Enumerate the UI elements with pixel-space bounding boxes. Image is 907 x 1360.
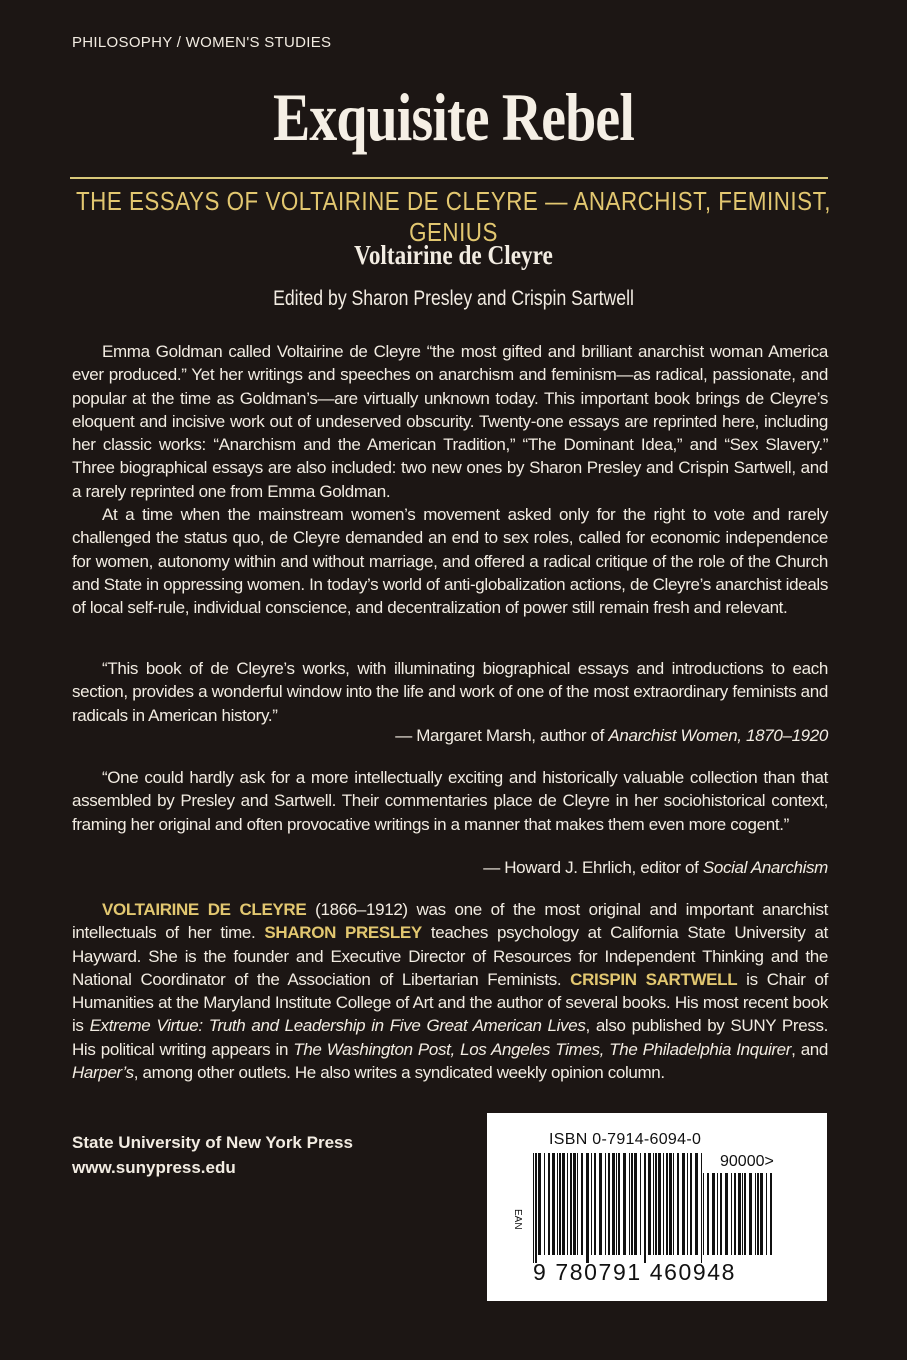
barcode-digits: 9 780791 460948 xyxy=(533,1259,737,1285)
barcode-bar xyxy=(742,1173,743,1255)
barcode-bar xyxy=(766,1173,767,1255)
barcode-bar xyxy=(591,1153,592,1255)
barcode-bar xyxy=(701,1153,702,1263)
barcode-bar xyxy=(559,1153,561,1255)
barcode-bar xyxy=(690,1153,692,1255)
barcode-bar xyxy=(677,1153,679,1255)
barcode-bar xyxy=(707,1173,709,1255)
barcode-bar xyxy=(755,1173,756,1255)
barcode-bar xyxy=(533,1153,534,1263)
barcode-bar xyxy=(695,1153,698,1255)
addon-barcode xyxy=(703,1173,775,1263)
barcode-bar xyxy=(687,1153,688,1255)
barcode-bar xyxy=(634,1153,637,1255)
ean-label: EAN xyxy=(512,1209,523,1230)
barcode-bar xyxy=(669,1153,672,1255)
book-subtitle: THE ESSAYS OF VOLTAIRINE DE CLEYRE — ANARCHIST, FEMINIST, GENIUS xyxy=(75,186,831,247)
bio-name-sartwell: CRISPIN SARTWELL xyxy=(570,969,738,989)
blurb-1 xyxy=(72,657,828,727)
barcode-bar xyxy=(770,1173,772,1255)
barcode-box xyxy=(487,1113,827,1301)
barcode-bar xyxy=(573,1153,576,1255)
barcode-bar xyxy=(640,1153,641,1255)
description-paragraph-2: At a time when the mainstream women’s movement asked only for the right to vote and rarely challenged the status quo, de Cleyre demanded an end to sex roles, called for economic independence for women, autonomy within and without marriage, and offered a radical critique of the role of the Church and State in oppressing women. In today’s world of anti-globalization actions, de Cleyre’s anarchist ideals of local self-rule, individual conscience, and decentralization of power still remain fresh and relevant. xyxy=(72,505,828,618)
title-rule xyxy=(70,177,828,179)
blurb-2-quote: “One could hardly ask for a more intellectually exciting and historically valuable collection than that assembled by Presley and Sartwell. Their commentaries place de Cleyre in her sociohistorical context, framing her original and often provocative writings in a manner that makes them even more cogent.” xyxy=(72,768,828,834)
barcode-bar xyxy=(570,1153,572,1255)
barcode-bar xyxy=(544,1153,545,1255)
barcode-bar xyxy=(653,1153,654,1255)
barcode-bar xyxy=(663,1153,664,1255)
barcode-bar xyxy=(629,1153,630,1255)
blurb-2-attribution: — Howard J. Ehrlich, editor of Social Anarchism xyxy=(483,858,828,877)
price-code: 90000> xyxy=(720,1153,774,1170)
barcode-bar xyxy=(666,1153,668,1255)
blurb-1-quote: “This book of de Cleyre’s works, with illuminating biographical essays and introductions to each section, provides a wonderful window into the life and work of one of the most extraordinary feminists and radicals in American history.” xyxy=(72,659,828,725)
barcode-bar xyxy=(608,1153,610,1255)
blurb-2 xyxy=(72,766,828,836)
barcode-bar xyxy=(562,1153,565,1255)
barcode-bar xyxy=(749,1173,752,1255)
barcode-bar xyxy=(605,1153,606,1255)
barcode-bar xyxy=(538,1153,541,1255)
publisher-name: State University of New York Press xyxy=(72,1133,353,1152)
barcode-bar xyxy=(757,1173,759,1255)
barcode-bar xyxy=(581,1153,583,1255)
barcode-bar xyxy=(734,1173,736,1255)
barcode-bar xyxy=(577,1153,578,1255)
barcode-bar xyxy=(594,1153,596,1255)
publisher-url: www.sunypress.edu xyxy=(72,1158,236,1177)
barcode-bar xyxy=(655,1153,657,1255)
barcode-bar xyxy=(552,1153,555,1255)
book-title: Exquisite Rebel xyxy=(272,79,635,155)
category-label: PHILOSOPHY / WOMEN'S STUDIES xyxy=(72,34,332,51)
barcode-bar xyxy=(673,1153,674,1255)
publisher-block xyxy=(72,1130,353,1180)
barcode-bar xyxy=(658,1153,661,1255)
barcode-bar xyxy=(712,1173,715,1255)
barcode-bar xyxy=(644,1153,646,1263)
barcode-bar xyxy=(586,1153,589,1263)
description xyxy=(72,340,828,620)
bio-name-presley: SHARON PRESLEY xyxy=(264,923,422,943)
ean-barcode xyxy=(533,1153,705,1263)
barcode-bar xyxy=(744,1173,746,1255)
isbn-label: ISBN 0-7914-6094-0 xyxy=(549,1131,702,1148)
barcode-bar xyxy=(535,1153,537,1263)
barcode-bar xyxy=(616,1153,617,1255)
barcode-bar xyxy=(548,1153,550,1255)
description-paragraph-1: Emma Goldman called Voltairine de Cleyre “the most gifted and brilliant anarchist woman America ever produced.” Yet her writings and speeches on anarchism and feminism—as radical, passionate, and popular at the time as Goldman’s—are virtually unknown today. This important book brings de Cleyre’s eloquent and incisive work out of undeserved obscurity. Twenty-one essays are reprinted here, including her classic works: “Anarchism and the American Tradition,” “The Dominant Idea,” and “Sex Slavery.” Three biographical essays are also included: two new ones by Sharon Presley and Crispin Sartwell, and a rarely reprinted one from Emma Goldman. xyxy=(72,342,828,501)
barcode-bar xyxy=(567,1153,568,1255)
barcode-bar xyxy=(618,1153,620,1255)
barcode-bar xyxy=(738,1173,741,1255)
barcode-bar xyxy=(720,1173,722,1255)
barcode-bar xyxy=(623,1153,626,1255)
barcode-bar xyxy=(631,1153,633,1255)
barcode-bar xyxy=(557,1153,558,1255)
barcode-bar xyxy=(682,1153,685,1255)
barcode-bar xyxy=(599,1153,602,1255)
barcode-bar xyxy=(731,1173,732,1255)
barcode-bar xyxy=(612,1153,615,1255)
author-bios: VOLTAIRINE DE CLEYRE (1866–1912) was one of the most original and important anarchist intellectuals of her time. SHARON PRESLEY teaches psychology at California State University at Hayward. She is the founder and Executive Director of Resources for Independent Thinking and the National Coordinator of the Association of Libertarian Feminists. CRISPIN SARTWELL is Chair of Humanities at the Maryland Institute College of Art and the author of several books. His most recent book is Extreme Virtue: Truth and Leadership in Five Great American Lives, also published by SUNY Press. His political writing appears in The Washington Post, Los Angeles Times, The Philadelphia Inquirer, and Harper’s, among other outlets. He also writes a syndicated weekly opinion column. xyxy=(72,900,829,1083)
barcode-bar xyxy=(717,1173,718,1255)
barcode-bar xyxy=(760,1173,763,1255)
editors-line: Edited by Sharon Presley and Crispin Sartwell xyxy=(273,287,634,310)
barcode-bar xyxy=(703,1173,704,1255)
bio-name-de-cleyre: VOLTAIRINE DE CLEYRE xyxy=(102,900,307,919)
blurb-1-attribution: — Margaret Marsh, author of Anarchist Women, 1870–1920 xyxy=(395,726,828,745)
author-name: Voltairine de Cleyre xyxy=(354,240,553,270)
barcode-bar xyxy=(725,1173,728,1255)
barcode-bar xyxy=(648,1153,651,1255)
